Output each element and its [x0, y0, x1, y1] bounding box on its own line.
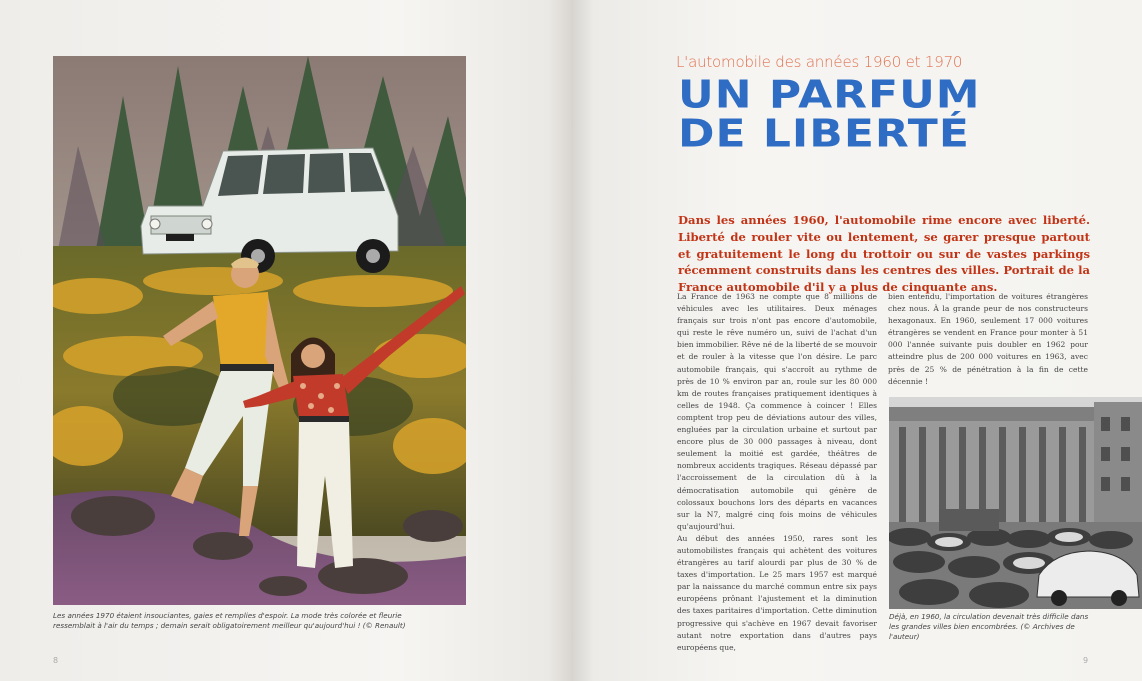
body-column-1: [677, 291, 877, 654]
body-paragraph: bien entendu, l'importation de voitures étrangères chez nous. À la grande peur de nos constructeurs hexagonaux. En 1960, seulement 17 000 voitures étrangères se vendent en France pour monter à 51 000 l'année suivante puis doubler en 1962 pour atteindre plus de 200 000 voitures en 1963, avec près de 25 % de pénétration à la fin de cette décennie !: [888, 292, 1088, 386]
chapter-title-line1: UN PARFUM: [678, 72, 981, 118]
body-paragraph: La France de 1963 ne compte que 8 millions de véhicules avec les utilitaires. Deux ménages français sur trois n'ont pas encore d'automobile, qui reste le rêve numéro un, suivi de l'achat d'un bien immobilier. Rêve né de la liberté de se mouvoir et de rouler à la vitesse que l'on désire. Le parc automobile français, qui s'accroît au rythme de près de 10 % environ par an, roule sur les 80 000 km de routes françaises pratiquement identiques à celles de 1948. Ça commence à coincer ! Elles comptent trop peu de déviations autour des villes, engluées par la circulation urbaine et surtout par encore plus de 30 000 passages à niveau, dont seulement la moitié est gardée, théâtres de nombreux accidents tragiques. Réseau dépassé par l'accroissement de la circulation dû à la démocratisation automobile qui génère de colossaux bouchons lors des départs en vacances sur la N7, malgré cinq fois moins de véhicules qu'aujourd'hui.: [677, 292, 877, 531]
body-paragraph: Au début des années 1950, rares sont les automobilistes français qui achètent des voitures étrangères au tarif alourdi par plus de 30 % de taxes d'importation. Le 25 mars 1957 est marqué par la naissance du marché commun entre six pays européens prônant l'ajustement et la diminution des taxes paritaires d'importation. Cette diminution progressive qui s'achève en 1967 devait favoriser autant notre exportation dans d'autres pays européens que,: [677, 533, 877, 652]
body-column-2: [888, 291, 1088, 388]
chapter-title: [678, 72, 1018, 157]
chapter-title-line2: DE LIBERTÉ: [678, 111, 970, 157]
lead-paragraph: Dans les années 1960, l'automobile rime encore avec liberté. Liberté de rouler vite ou lentement, se garer presque partout et gratuitement le long du trottoir ou sur de vastes parkings récemment construits dans les centres des villes. Portrait de la France automobile d'il y a plus de cinquante ans.: [678, 213, 1090, 295]
main-photo: [53, 56, 466, 605]
traffic-photo: [889, 397, 1142, 609]
traffic-photo-caption: Déjà, en 1960, la circulation devenait très difficile dans les grandes villes bien encombrées. (© Archives de l'auteur): [889, 612, 1089, 641]
main-photo-illustration: [53, 56, 466, 605]
traffic-photo-illustration: [889, 397, 1142, 609]
chapter-kicker: L'automobile des années 1960 et 1970: [676, 53, 963, 71]
left-page-number: 8: [53, 656, 59, 665]
left-photo-caption: Les années 1970 étaient insouciantes, gaies et remplies d'espoir. La mode très colorée et fleurie ressemblait à l'air du temps ; demain serait obligatoirement meilleur qu'aujourd'hui ! (© Renault): [53, 611, 406, 630]
right-page-number: 9: [1083, 656, 1089, 665]
